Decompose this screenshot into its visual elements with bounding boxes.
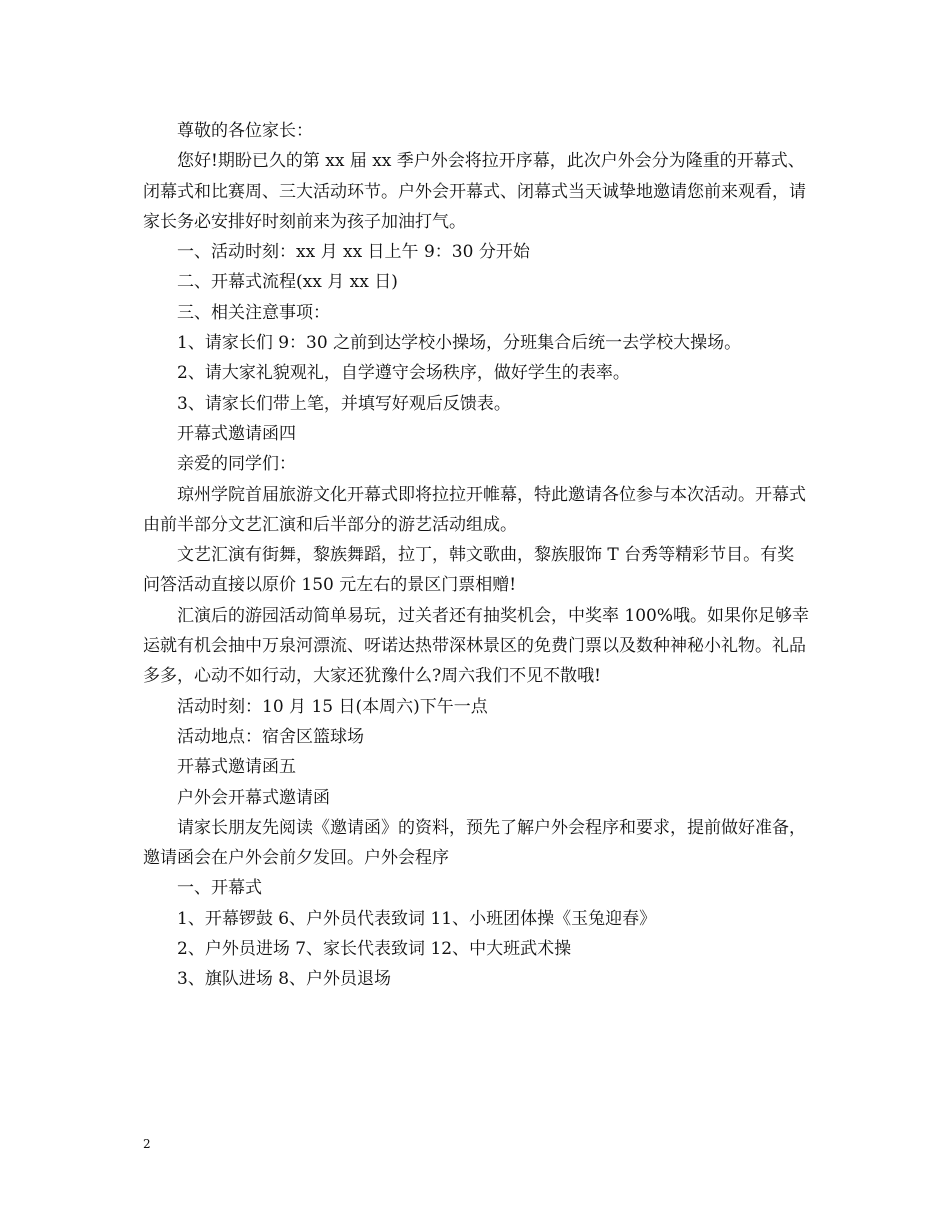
document-body xyxy=(143,116,811,995)
paragraph-reading-request: 请家长朋友先阅读《邀请函》的资料，预先了解户外会程序和要求，提前做好准备，邀请函会在户外会前夕发回。户外会程序 xyxy=(143,817,806,869)
opening-process: 二、开幕式流程(xx 月 xx 日) xyxy=(177,272,398,293)
salutation-students: 亲爱的同学们： xyxy=(177,454,296,475)
event-time: 活动时刻：10 月 15 日(本周六)下午一点 xyxy=(177,696,488,717)
note-item-1: 1、请家长们 9：30 之前到达学校小操场，分班集合后统一去学校大操场。 xyxy=(177,333,742,354)
program-line-1: 1、开幕锣鼓 6、户外员代表致词 11、小班团体操《玉兔迎春》 xyxy=(177,908,657,929)
program-heading: 一、开幕式 xyxy=(177,878,262,899)
note-item-3: 3、请家长们带上笔，并填写好观后反馈表。 xyxy=(177,393,511,414)
program-line-2: 2、户外员进场 7、家长代表致词 12、中大班武术操 xyxy=(177,939,572,960)
invitation-title: 户外会开幕式邀请函 xyxy=(177,787,330,808)
page-number: 2 xyxy=(143,1137,151,1151)
paragraph-intro: 您好!期盼已久的第 xx 届 xx 季户外会将拉开序幕，此次户外会分为隆重的开幕式、闭幕式和比赛周、三大活动环节。户外会开幕式、闭幕式当天诚挚地邀请您前来观看，请家长务必安排好时刻前来为孩子加油打气。 xyxy=(143,151,806,232)
paragraph-event-intro: 琼州学院首届旅游文化开幕式即将拉拉开帷幕，特此邀请各位参与本次活动。开幕式由前半部分文艺汇演和后半部分的游艺活动组成。 xyxy=(143,484,806,535)
program-line-3: 3、旗队进场 8、户外员退场 xyxy=(177,969,392,990)
paragraph-performance: 文艺汇演有街舞，黎族舞蹈，拉丁，韩文歌曲，黎族服饰 T 台秀等精彩节目。有奖问答活动直接以原价 150 元左右的景区门票相赠! xyxy=(143,545,795,596)
event-location: 活动地点：宿舍区篮球场 xyxy=(177,726,364,747)
section-title-invitation-5: 开幕式邀请函五 xyxy=(177,757,296,778)
section-title-invitation-4: 开幕式邀请函四 xyxy=(177,423,296,444)
notes-heading: 三、相关注意事项： xyxy=(177,302,330,323)
paragraph-garden-activity: 汇演后的游园活动简单易玩，过关者还有抽奖机会，中奖率 100%哦。如果你足够幸运就有机会抽中万泉河漂流、呀诺达热带深林景区的免费门票以及数种神秘小礼物。礼品多多，心动不如行动，大家还犹豫什么?周六我们不见不散哦! xyxy=(143,605,810,687)
note-item-2: 2、请大家礼貌观礼，自学遵守会场秩序，做好学生的表率。 xyxy=(177,363,630,384)
salutation-parents: 尊敬的各位家长： xyxy=(177,121,313,141)
activity-time: 一、活动时刻：xx 月 xx 日上午 9：30 分开始 xyxy=(177,242,530,263)
